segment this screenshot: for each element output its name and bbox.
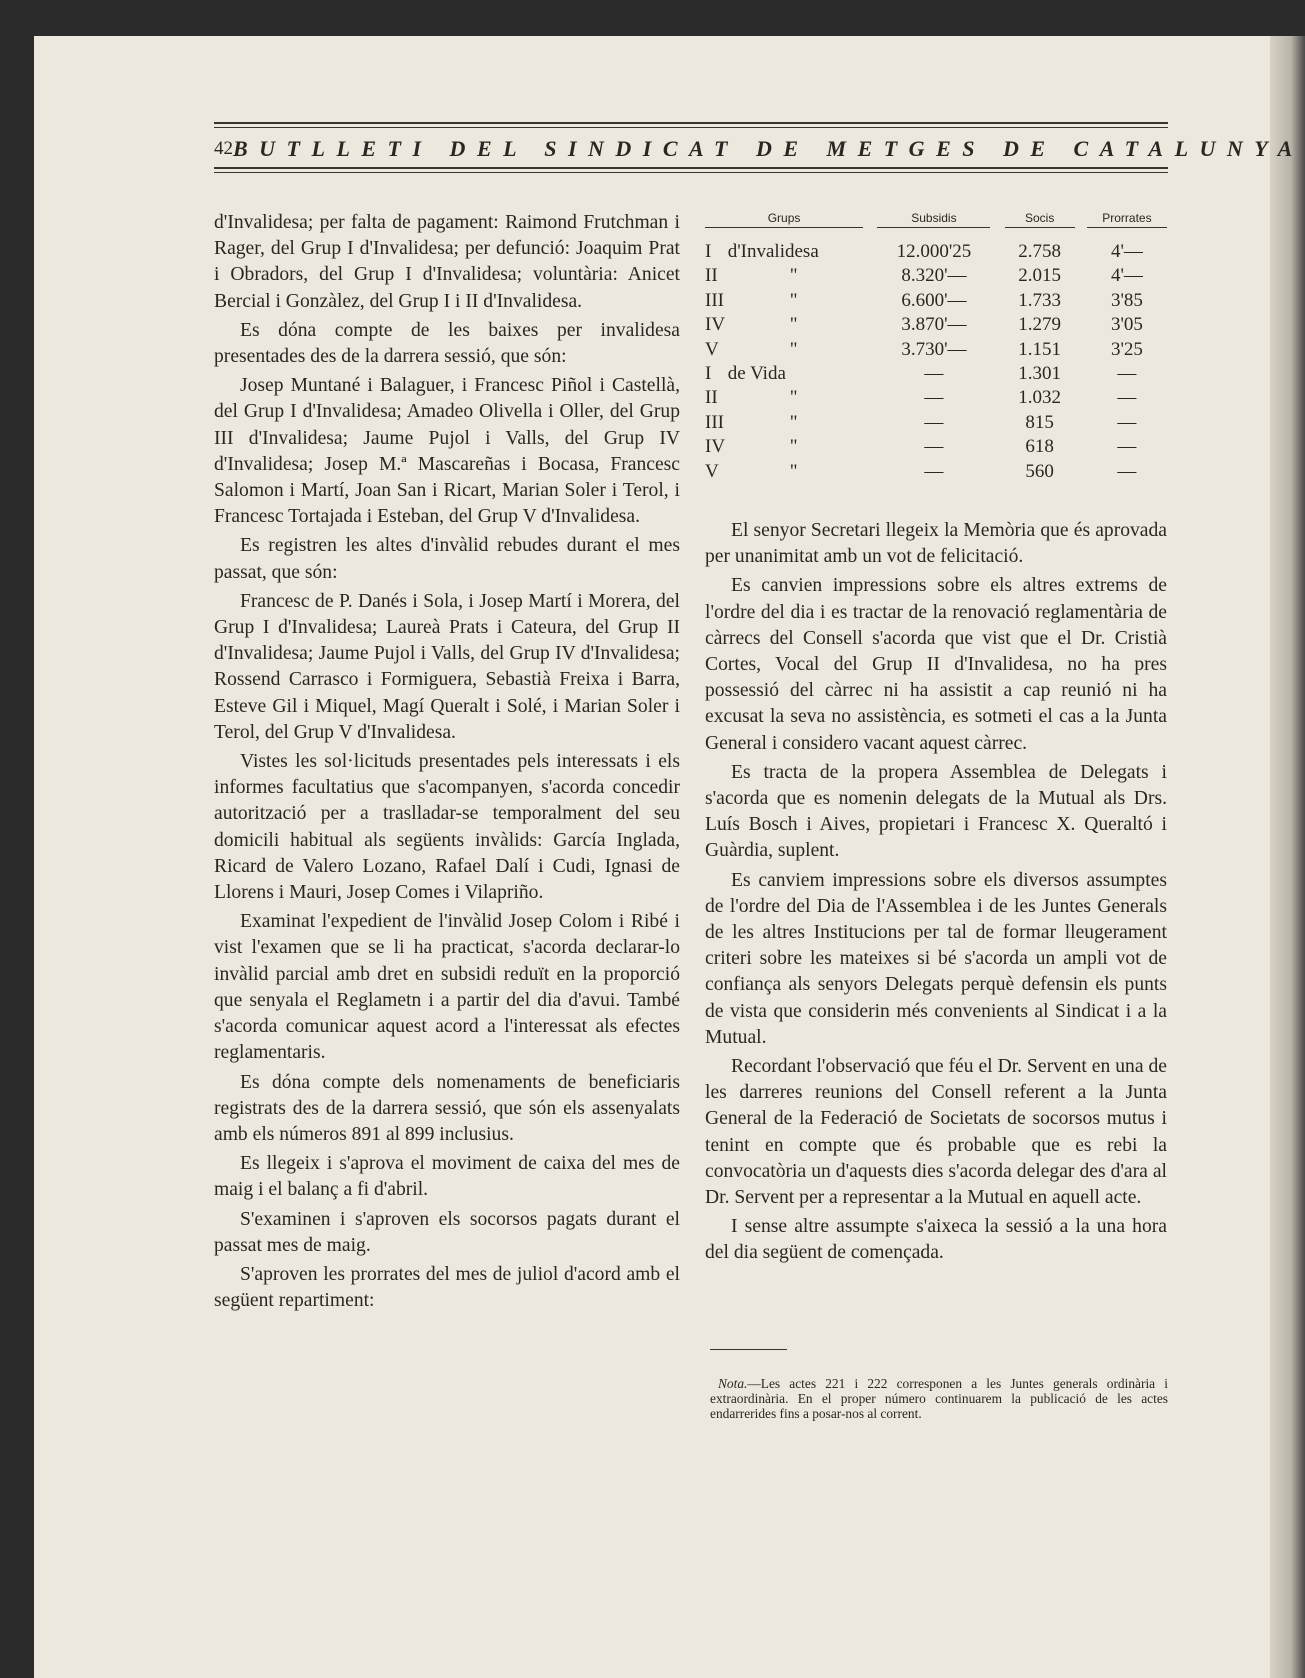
cell-prorrates: — — [1117, 460, 1137, 482]
cell-prorrates: 3'05 — [1110, 314, 1143, 336]
group-number: IV — [705, 314, 726, 336]
running-header — [214, 132, 1304, 166]
cell-prorrates: — — [1117, 363, 1137, 385]
footnote-text: —Les actes 221 i 222 corresponen a les Juntes generals ordinària i extraordinària. En el proper número continuarem la publicació de les actes endarrerides fins a posar-nos al corrent. — [710, 1376, 1168, 1422]
column-header: Prorrates — [1087, 208, 1167, 228]
table-row — [705, 411, 1167, 435]
footnote — [710, 1376, 1168, 1422]
table-row — [705, 264, 1167, 288]
cell-socis: 2.015 — [1018, 265, 1062, 287]
column-header: Grups — [705, 208, 863, 228]
table-row — [705, 313, 1167, 337]
cell-prorrates: 4'— — [1110, 241, 1143, 262]
group-name: " — [789, 411, 798, 433]
cell-subsidis: — — [924, 436, 944, 458]
cell-subsidis: 12.000'25 — [896, 241, 972, 262]
left-column — [214, 210, 680, 1317]
cell-subsidis: 6.600'— — [901, 289, 967, 311]
page-edge — [1270, 36, 1305, 1678]
paragraph: Francesc de P. Danés i Sola, i Josep Martí i Morera, del Grup I d'Invalidesa; Laureà Prats i Cateura, del Grup II d'Invalidesa; Jaume Pujol i Valls, del Grup IV d'Invalidesa; Rossend Carrasco i Formiguera, Sebastià Freixa i Barra, Esteve Gil i Miquel, Magí Queralt i Solé, i Marian Soler i Terol, del Grup V d'Invalidesa. — [214, 590, 680, 743]
table-row — [705, 362, 1167, 386]
group-number: II — [705, 265, 718, 287]
paragraph: El senyor Secretari llegeix la Memòria que és aprovada per unanimitat amb un vot de felicitació. — [705, 520, 1167, 568]
paragraph: Es dóna compte de les baixes per invalidesa presentades des de la darrera sessió, que són: — [214, 319, 680, 368]
cell-socis: 1.733 — [1018, 289, 1062, 311]
group-name: " — [789, 289, 798, 311]
table-row — [705, 289, 1167, 313]
paragraph: Recordant l'observació que féu el Dr. Servent en una de les darreres reunions del Consell referent a la Junta General de la Federació de Societats de socorsos mutus i tenint en compte que és probable que es rebi la convocatòria un d'aquests dies s'acorda delegar des d'ara al Dr. Servent per a representar a la Mutual en aquell acte. — [705, 1056, 1167, 1209]
paragraph: Examinat l'expedient de l'invàlid Josep Colom i Ribé i vist l'examen que se li ha practicat, s'acorda declarar-lo invàlid parcial amb dret en subsidi reduït en la proporció que senyala el Reglametn i a partir del dia d'avui. També s'acorda comunicar aquest acord a l'interessat als efectes reglamentaris. — [214, 911, 680, 1064]
header-rule-top — [214, 122, 1168, 124]
group-name: de Vida — [727, 363, 786, 385]
cell-socis: 1.279 — [1018, 314, 1062, 336]
cell-prorrates: 3'85 — [1110, 289, 1143, 311]
cell-subsidis: 8.320'— — [901, 265, 967, 287]
paragraph: Es tracta de la propera Assemblea de Delegats i s'acorda que es nomenin delegats de la Mutual als Drs. Luís Bosch i Aives, propietari i Francesc X. Queraltó i Guàrdia, suplent. — [705, 761, 1167, 862]
cell-socis: 2.758 — [1018, 241, 1062, 262]
group-number: V — [705, 338, 719, 360]
paragraph: Es llegeix i s'aprova el moviment de caixa del mes de maig i el balanç a fi d'abril. — [214, 1153, 680, 1201]
group-name: " — [789, 338, 798, 360]
group-number: I — [705, 241, 712, 262]
group-name: " — [789, 436, 798, 458]
prorrates-table — [705, 208, 1167, 484]
right-column — [705, 518, 1167, 1270]
table-row — [705, 460, 1167, 484]
cell-subsidis: — — [924, 460, 944, 482]
group-name: " — [789, 460, 798, 482]
column-header: Socis — [1005, 208, 1075, 228]
header-rule-top-thin — [214, 127, 1168, 128]
group-name: " — [789, 387, 798, 409]
group-name: d'Invalidesa — [727, 241, 819, 262]
paragraph: Vistes les sol·licituds presentades pels interessats i els informes facultatius que s'acompanyen, s'acorda concedir autorització per a traslladar-se temporalment del seu domicili habitual als següents invàlids: García Inglada, Ricard de Valero Lozano, Rafael Dalí i Cudi, Ignasi de Llorens i Mauri, Josep Comes i Vilapriño. — [214, 751, 680, 904]
paragraph: S'examinen i s'aproven els socorsos pagats durant el passat mes de maig. — [214, 1208, 680, 1256]
header-rule-bottom — [214, 167, 1168, 169]
cell-prorrates: — — [1117, 411, 1137, 433]
cell-subsidis: 3.730'— — [901, 338, 967, 360]
group-number: V — [705, 460, 719, 482]
table-header-row — [705, 208, 1167, 228]
cell-subsidis: — — [924, 387, 944, 409]
table-row — [705, 240, 1167, 264]
footnote-label: Nota. — [718, 1376, 748, 1391]
cell-prorrates: — — [1117, 436, 1137, 458]
paragraph: I sense altre assumpte s'aixeca la sessió a la una hora del dia següent de començada. — [705, 1216, 1167, 1264]
page-number: 42 — [214, 138, 233, 159]
paragraph: Es canvien impressions sobre els altres extrems de l'ordre del dia i es tractar de la renovació reglamentària de càrrecs del Consell s'acorda que vist que el Dr. Cristià Cortes, Vocal del Grup II d'Invalidesa, no ha pres possessió del càrrec ni ha assistit a cap reunió ni ha excusat la seva no assistència, es sotmeti el cas a la Junta General i considero vacant aquest càrrec. — [705, 575, 1167, 754]
table-row — [705, 338, 1167, 362]
table-row — [705, 435, 1167, 459]
cell-prorrates: — — [1117, 387, 1137, 409]
group-number: IV — [705, 436, 726, 458]
cell-prorrates: 4'— — [1110, 265, 1143, 287]
table-row — [705, 386, 1167, 410]
cell-socis: 1.301 — [1018, 363, 1062, 385]
cell-subsidis: — — [924, 363, 944, 385]
cell-socis: 1.032 — [1018, 387, 1062, 409]
group-number: III — [705, 289, 724, 311]
cell-socis: 815 — [1025, 411, 1054, 433]
cell-socis: 1.151 — [1018, 338, 1062, 360]
header-rule-bottom-thin — [214, 172, 1168, 173]
paragraph: Josep Muntané i Balaguer, i Francesc Piñol i Castellà, del Grup I d'Invalidesa; Amadeo Olivella i Oller, del Grup III d'Invalidesa; Jaume Pujol i Valls, del Grup IV d'Invalidesa; Josep M.ª Mascareñas i Bocasa, Francesc Salomon i Martí, Joan San i Ricart, Marian Soler i Terol, i Francesc Tortajada i Esteban, del Grup V d'Invalidesa. — [214, 375, 680, 528]
group-number: II — [705, 387, 718, 409]
cell-socis: 618 — [1025, 436, 1054, 458]
footnote-divider — [710, 1349, 787, 1350]
cell-prorrates: 3'25 — [1110, 338, 1143, 360]
journal-title: BUTLLETI DEL SINDICAT DE METGES DE CATALUNYA — [233, 136, 1304, 161]
cell-socis: 560 — [1025, 460, 1054, 482]
group-number: I — [705, 363, 712, 385]
paragraph: Es canviem impressions sobre els diversos assumptes de l'ordre del Dia de l'Assemblea i de les Juntes Generals de les altres Institucions per tal de formar lleugerament criteri sobre les mateixes si bé s'acorda un ampli vot de confiança als senyors Delegats perquè defensin els punts de vista que considerin més convenients al Sindicat i a la Mutual. — [705, 869, 1167, 1048]
paragraph: S'aproven les prorrates del mes de juliol d'acord amb el següent repartiment: — [214, 1263, 680, 1312]
group-name: " — [789, 265, 798, 287]
cell-subsidis: 3.870'— — [901, 314, 967, 336]
paragraph: Es registren les altes d'invàlid rebudes durant el mes passat, que són: — [214, 535, 680, 583]
paragraph: Es dóna compte dels nomenaments de beneficiaris registrats des de la darrera sessió, que són els assenyalats amb els números 891 al 899 inclusius. — [214, 1071, 680, 1145]
cell-subsidis: — — [924, 411, 944, 433]
paragraph: d'Invalidesa; per falta de pagament: Raimond Frutchman i Rager, del Grup I d'Invalidesa; per defunció: Joaquim Prat i Obradors, del Grup I d'Invalidesa; voluntària: Anicet Bercial i Gonzàlez, del Grup I i II d'Invalidesa. — [214, 212, 680, 312]
group-name: " — [789, 314, 798, 336]
group-number: III — [705, 411, 724, 433]
column-header: Subsidis — [877, 208, 990, 228]
